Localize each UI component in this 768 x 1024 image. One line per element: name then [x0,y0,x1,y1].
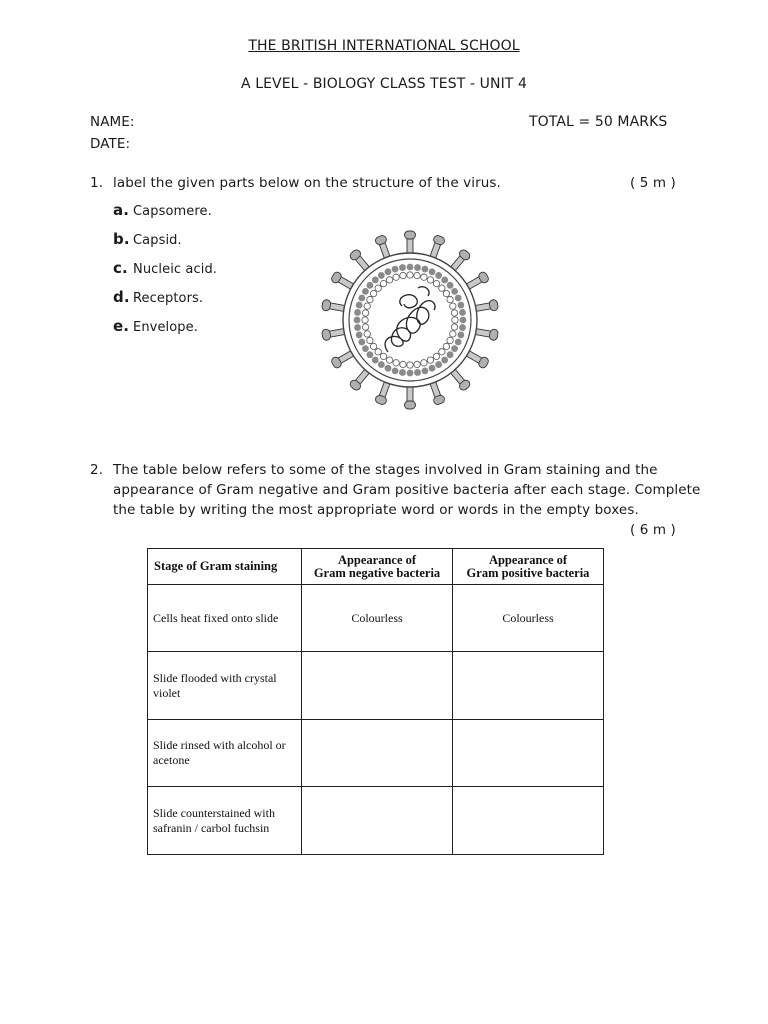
capsid-dot [435,361,442,368]
capsid-dot [407,370,414,377]
capsid-dot [356,332,363,339]
q1-option-c [113,259,217,277]
capsomere-dot [380,353,386,359]
capsomere-dot [443,290,449,296]
gram-positive-cell[interactable] [453,720,604,787]
capsomere-dot [433,280,439,286]
capsid-dot [372,277,379,284]
capsomere-dot [362,324,368,330]
q1-option-e [113,317,198,335]
q1-option-b [113,230,182,248]
capsomere-dot [407,362,413,368]
capsid-dot [457,332,464,339]
stage-cell [148,652,302,720]
capsid-dot [399,369,406,376]
q2-number: 2. [90,462,104,478]
capsomere-dot [451,324,457,330]
capsid-dot [358,295,365,302]
capsomere-dot [370,343,376,349]
header-text: Appearance of [337,552,417,567]
capsid-dot [407,264,414,271]
capsomere-dot [421,274,427,280]
capsomere-dot [427,277,433,283]
table-header-row [148,549,604,585]
capsid-dot [385,268,392,275]
header-gram-positive [453,549,604,585]
test-title: A LEVEL - BIOLOGY CLASS TEST - UNIT 4 [240,76,528,92]
q2-marks: ( 6 m ) [630,522,676,538]
capsid-dot [457,302,464,309]
option-text: Receptors. [133,291,204,306]
gram-positive-cell[interactable] [453,787,604,855]
capsomere-dot [451,310,457,316]
capsid-dot [367,351,374,358]
capsomere-dot [393,274,399,280]
capsid-dot [429,268,436,275]
table-row [148,652,604,720]
header-stage: Stage of Gram staining [148,549,302,585]
capsomere-dot [364,303,370,309]
capsid-dot [460,317,467,324]
gram-negative-cell: Colourless [302,585,453,652]
q1-marks: ( 5 m ) [630,175,676,191]
capsid-dot [358,339,365,346]
capsid-dot [441,357,448,364]
q2-line-1: The table below refers to some of the stages involved in Gram staining and the [113,462,658,478]
option-letter: b. [113,230,130,248]
q1-text: label the given parts below on the structure of the virus. [113,175,501,191]
capsomere-dot [407,272,413,278]
option-text: Capsid. [133,233,182,248]
gram-negative-cell[interactable] [302,720,453,787]
capsomere-dot [367,337,373,343]
capsomere-dot [450,303,456,309]
capsid-dot [447,351,454,358]
gram-negative-cell[interactable] [302,652,453,720]
capsid-dot [354,309,361,316]
capsomere-dot [447,296,453,302]
capsomere-dot [367,296,373,302]
capsomere-dot [421,360,427,366]
capsid-dot [367,282,374,289]
stage-text: violet [153,685,181,700]
stage-text: safranin / carbol fuchsin [153,820,270,835]
capsid-dot [399,264,406,271]
capsid-dot [435,272,442,279]
gram-positive-cell: Colourless [453,585,604,652]
name-label: NAME: [90,114,135,130]
capsid-dot [459,309,466,316]
option-letter: e. [113,317,130,335]
capsomere-dot [447,337,453,343]
capsomere-dot [414,272,420,278]
capsomere-dot [452,317,458,323]
stage-text: Slide rinsed with alcohol or [153,738,286,752]
gram-positive-cell[interactable] [453,652,604,720]
capsid-dot [354,324,361,331]
capsid-dot [441,277,448,284]
capsid-dot [422,367,429,374]
q2-line-3: the table by writing the most appropriate word or words in the empty boxes. [113,502,639,518]
capsid-dot [392,367,399,374]
capsomere-dot [362,317,368,323]
option-letter: d. [113,288,130,306]
option-letter: a. [113,201,130,219]
capsid-dot [378,361,385,368]
capsid-dot [414,264,421,271]
header-text: Gram positive bacteria [466,565,590,580]
capsid-dot [356,302,363,309]
header-text: Gram negative bacteria [313,565,441,580]
q1-option-d [113,288,203,306]
stage-cell [148,720,302,787]
capsomere-dot [450,331,456,337]
capsid-dot [385,365,392,372]
capsomere-dot [380,280,386,286]
capsomere-dot [443,343,449,349]
virus-diagram [318,228,502,412]
capsid-dot [354,317,361,324]
option-letter: c. [113,259,128,277]
option-text: Capsomere. [133,204,212,219]
gram-negative-cell[interactable] [302,787,453,855]
stage-text: acetone [153,753,190,767]
capsomere-dot [370,290,376,296]
capsomere-dot [439,285,445,291]
capsid-dot [422,266,429,273]
header-text: Appearance of [488,552,568,567]
option-text: Envelope. [133,320,198,335]
capsid-dot [447,282,454,289]
capsomere-dot [362,310,368,316]
capsid-dot [414,369,421,376]
table-row [148,585,604,652]
capsid-dot [455,295,462,302]
q1-option-a [113,201,212,219]
capsomere-dot [364,331,370,337]
capsomere-dot [386,277,392,283]
capsid-dot [372,357,379,364]
capsid-dot [455,339,462,346]
table-row [148,787,604,855]
total-marks: TOTAL = 50 MARKS [529,114,668,130]
capsid-dot [451,345,458,352]
capsomere-dot [439,349,445,355]
capsid-dot [362,345,369,352]
school-title: THE BRITISH INTERNATIONAL SCHOOL [248,38,520,54]
q1-number: 1. [90,175,104,191]
capsomere-dot [375,285,381,291]
stage-cell [148,787,302,855]
capsomere-dot [400,272,406,278]
capsomere-dot [386,357,392,363]
q2-line-2: appearance of Gram negative and Gram positive bacteria after each stage. Complete [113,482,701,498]
capsid-dot [392,266,399,273]
capsid-dot [429,365,436,372]
stage-cell [148,585,302,652]
capsid-dot [362,288,369,295]
option-text: Nucleic acid. [133,262,218,277]
stage-text: Slide flooded with crystal [153,670,277,685]
header-gram-negative [302,549,453,585]
stage-text: Cells heat fixed onto slide [153,610,279,625]
capsid-dot [378,272,385,279]
capsomere-dot [433,353,439,359]
gram-staining-table [147,548,604,855]
capsomere-dot [393,360,399,366]
date-label: DATE: [90,136,131,152]
capsomere-dot [400,361,406,367]
capsid-dot [459,324,466,331]
stage-text: Slide counterstained with [153,805,275,820]
capsomere-dot [414,361,420,367]
capsid-dot [451,288,458,295]
table-row [148,720,604,787]
capsomere-dot [427,357,433,363]
capsomere-dot [375,349,381,355]
